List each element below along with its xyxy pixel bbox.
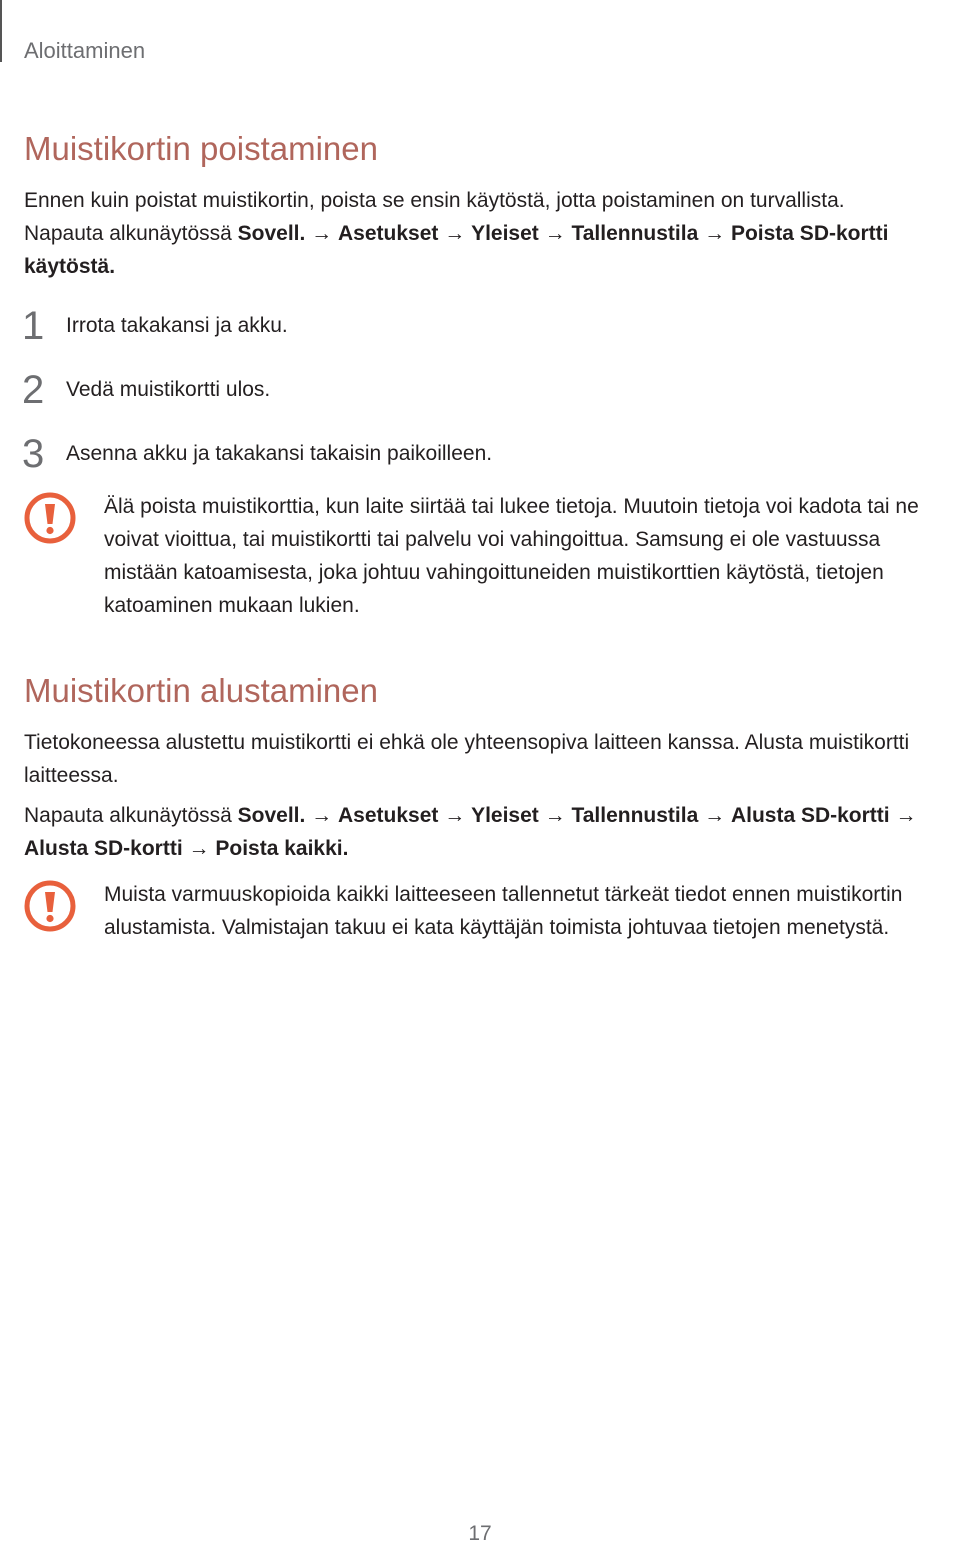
- arrow-icon: →: [538, 222, 572, 245]
- caution-icon: [24, 492, 76, 544]
- menu-path-item: Yleiset: [471, 804, 539, 827]
- menu-path-item: Alusta SD-kortti: [24, 837, 183, 860]
- arrow-icon: →: [182, 837, 216, 860]
- caution-note-remove: [24, 490, 954, 622]
- menu-path-item: Poista kaikki.: [215, 837, 349, 860]
- menu-path-item: Sovell.: [237, 804, 306, 827]
- intro-text: Ennen kuin poistat muistikortin, poista se ensin käytöstä, jotta poistaminen on turvallista.: [24, 189, 845, 212]
- menu-path-item: Sovell.: [237, 222, 306, 245]
- menu-path-item: Yleiset: [471, 222, 539, 245]
- menu-path-format: [24, 799, 954, 865]
- step-1: [22, 304, 288, 348]
- menu-path-item: Asetukset: [338, 222, 439, 245]
- caution-text: Älä poista muistikorttia, kun laite siirtää tai lukee tietoja. Muutoin tietoja voi kadota tai ne voivat vioittua, tai muistikortti tai palvelu voi vahingoittua. Samsung ei ole vastuussa mistään katoamisesta, joka johtuu vahingoittuneiden muistikorttien käytöstä, tietojen katoaminen mukaan lukien.: [104, 495, 919, 617]
- section-title-remove: Muistikortin poistaminen: [24, 130, 378, 167]
- menu-path-remove: [24, 222, 888, 278]
- section-title-format: Muistikortin alustaminen: [24, 672, 378, 709]
- step-number: 3: [22, 432, 45, 476]
- menu-path-item: Tallennustila: [571, 222, 699, 245]
- step-number: 1: [22, 304, 45, 348]
- menu-path-item: Poista SD-kortti käytöstä.: [24, 222, 889, 278]
- step-number: 2: [22, 368, 45, 412]
- section-intro-format: Tietokoneessa alustettu muistikortti ei ehkä ole yhteensopiva laitteen kanssa. Alusta muistikortti laitteessa.: [24, 731, 910, 787]
- path-prefix: Napauta alkunäytössä: [24, 222, 238, 245]
- caution-note-format: [24, 878, 954, 944]
- arrow-icon: →: [438, 804, 472, 827]
- section-intro-remove: [24, 184, 954, 283]
- path-prefix: Napauta alkunäytössä: [24, 804, 238, 827]
- page-number: 17: [468, 1522, 492, 1545]
- arrow-icon: →: [305, 222, 339, 245]
- menu-path-item: Asetukset: [338, 804, 439, 827]
- step-text: Irrota takakansi ja akku.: [66, 314, 288, 337]
- step-2: [22, 368, 270, 412]
- arrow-icon: →: [538, 804, 572, 827]
- arrow-icon: →: [438, 222, 472, 245]
- step-3: [22, 432, 492, 476]
- arrow-icon: →: [698, 804, 731, 827]
- page-edge-rule: [0, 0, 2, 62]
- menu-path-item: Tallennustila: [571, 804, 699, 827]
- chapter-header: Aloittaminen: [24, 38, 146, 63]
- menu-path-item: Alusta SD-kortti: [730, 804, 890, 827]
- caution-text: Muista varmuuskopioida kaikki laitteeseen tallennetut tärkeät tiedot ennen muistikortin alustamista. Valmistajan takuu ei kata käyttäjän toimista johtuvaa tietojen menetystä.: [104, 883, 903, 939]
- caution-icon: [24, 880, 76, 932]
- step-text: Asenna akku ja takakansi takaisin paikoilleen.: [66, 442, 493, 465]
- step-text: Vedä muistikortti ulos.: [66, 378, 271, 401]
- arrow-icon: →: [305, 804, 339, 827]
- arrow-icon: →: [698, 222, 731, 245]
- arrow-icon: →: [889, 804, 917, 827]
